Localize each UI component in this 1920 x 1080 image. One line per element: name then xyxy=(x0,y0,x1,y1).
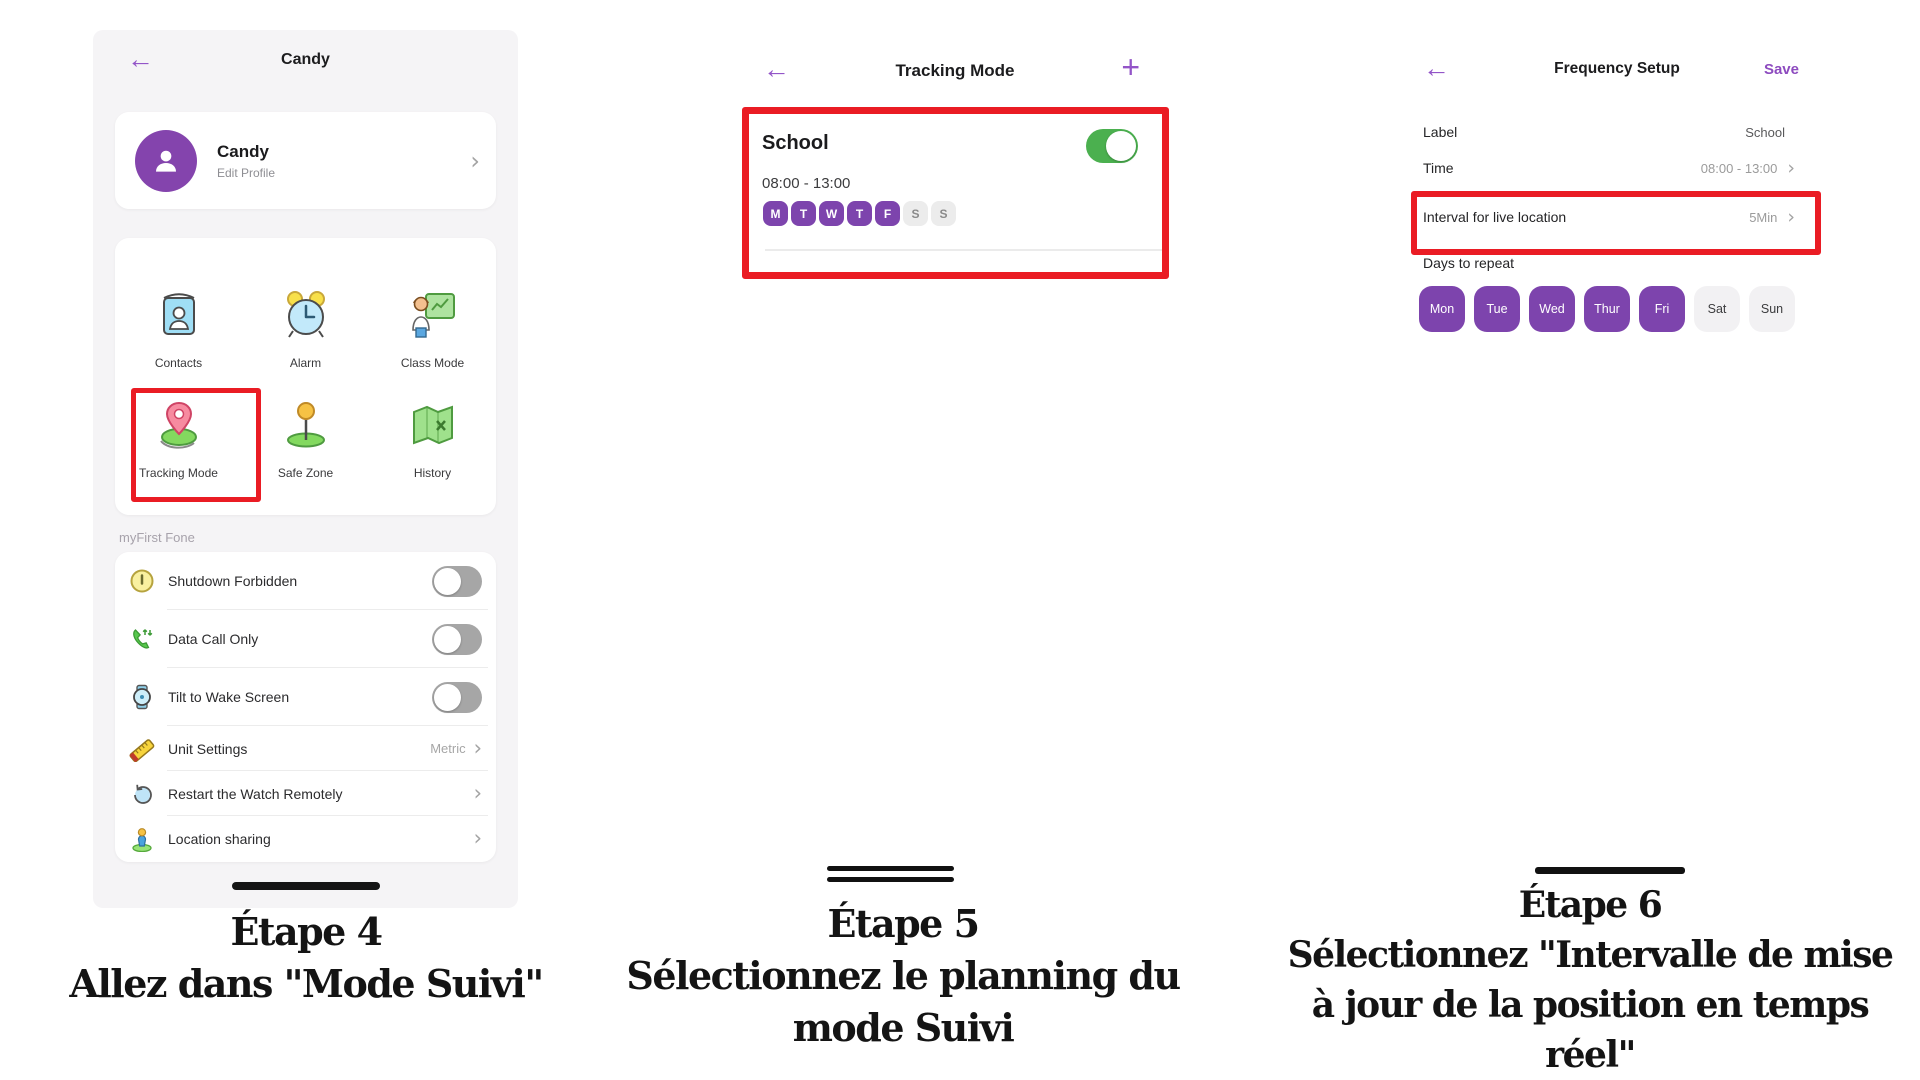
chevron-right-icon: › xyxy=(473,781,482,805)
shutdown-icon xyxy=(129,568,155,594)
page-title: Candy xyxy=(281,51,330,68)
day-chip[interactable]: S xyxy=(931,201,956,226)
back-arrow-icon[interactable]: ← xyxy=(763,54,790,84)
save-button[interactable]: Save xyxy=(1763,61,1799,78)
row-shutdown-forbidden[interactable] xyxy=(115,552,496,610)
chevron-right-icon: › xyxy=(1787,156,1795,179)
row-interval-live-location[interactable] xyxy=(1423,202,1795,232)
row-unit-settings[interactable] xyxy=(115,726,496,771)
section-label: myFirst Fone xyxy=(119,530,195,545)
grid-item-safe-zone[interactable] xyxy=(242,396,369,480)
schedule-time: 08:00 - 13:00 xyxy=(762,175,851,192)
caption-divider-line xyxy=(827,877,954,882)
grid-item-history[interactable] xyxy=(369,396,496,480)
row-label: Tilt to Wake Screen xyxy=(168,689,290,705)
caption-step5 xyxy=(626,898,1179,1054)
caption-step5-text: Sélectionnez le planning du xyxy=(626,953,1180,998)
caption-step6-title: Étape 6 xyxy=(1518,884,1662,926)
row-location-sharing[interactable] xyxy=(115,816,496,861)
day-chip[interactable]: Wed xyxy=(1529,286,1575,332)
caption-step6-text: réel" xyxy=(1545,1034,1635,1076)
day-chip[interactable]: Fri xyxy=(1639,286,1685,332)
day-chip[interactable]: M xyxy=(763,201,788,226)
profile-card[interactable] xyxy=(115,112,496,209)
day-chip[interactable]: T xyxy=(791,201,816,226)
day-chip[interactable]: T xyxy=(847,201,872,226)
day-chip[interactable]: Tue xyxy=(1474,286,1520,332)
field-value: 5Min xyxy=(1749,209,1778,225)
caption-divider-line xyxy=(827,866,954,871)
row-label[interactable] xyxy=(1423,117,1795,147)
avatar xyxy=(135,130,197,192)
screenshot-tracking-mode xyxy=(742,49,1168,892)
caption-step5-text: mode Suivi xyxy=(792,1005,1014,1050)
chevron-right-icon: › xyxy=(470,146,480,175)
row-time[interactable] xyxy=(1423,153,1795,183)
edit-profile-label: Edit Profile xyxy=(217,165,276,180)
grid-item-label: Safe Zone xyxy=(277,466,334,480)
grid-item-label: History xyxy=(413,466,452,480)
profile-info xyxy=(217,142,275,180)
schedule-days xyxy=(763,201,956,226)
row-data-call-only[interactable] xyxy=(115,610,496,668)
caption-step6-text: à jour de la position en temps xyxy=(1311,984,1869,1026)
row-label: Data Call Only xyxy=(168,631,259,647)
location-sharing-icon xyxy=(129,826,155,852)
caption-divider-line xyxy=(1535,867,1685,874)
grid-item-label: Class Mode xyxy=(400,356,465,370)
row-label: Unit Settings xyxy=(168,740,248,757)
chevron-right-icon: › xyxy=(1787,205,1795,228)
divider xyxy=(765,249,1163,251)
day-chip[interactable]: Mon xyxy=(1419,286,1465,332)
page-title: Frequency Setup xyxy=(1554,60,1680,77)
screenshot-candy-settings xyxy=(93,30,518,908)
row-label: Shutdown Forbidden xyxy=(168,573,298,589)
data-call-icon xyxy=(129,626,155,652)
back-arrow-icon[interactable]: ← xyxy=(1423,53,1450,83)
day-chip[interactable]: Thur xyxy=(1584,286,1630,332)
feature-grid-card xyxy=(115,238,496,515)
grid-item-label: Tracking Mode xyxy=(139,466,218,480)
day-chip[interactable]: S xyxy=(903,201,928,226)
add-icon[interactable]: + xyxy=(1121,49,1140,85)
toggle-schedule-enabled[interactable] xyxy=(1086,129,1138,163)
toggle-shutdown-forbidden[interactable] xyxy=(432,566,482,597)
profile-name: Candy xyxy=(217,141,269,161)
day-chip[interactable]: W xyxy=(819,201,844,226)
toggle-tilt-to-wake[interactable] xyxy=(432,682,482,713)
day-chip[interactable]: Sat xyxy=(1694,286,1740,332)
row-restart-watch[interactable] xyxy=(115,771,496,816)
safe-zone-icon xyxy=(277,396,335,459)
row-label: Restart the Watch Remotely xyxy=(168,785,343,802)
grid-item-label: Alarm xyxy=(289,356,322,370)
chevron-right-icon: › xyxy=(473,826,482,850)
days-to-repeat xyxy=(1419,286,1795,332)
grid-item-label: Contacts xyxy=(154,356,203,370)
day-chip[interactable]: Sun xyxy=(1749,286,1795,332)
restart-icon xyxy=(129,781,155,807)
grid-item-class-mode[interactable] xyxy=(369,286,496,370)
settings-card xyxy=(115,552,496,862)
caption-step4-title: Étape 4 xyxy=(230,909,382,954)
row-tilt-to-wake[interactable] xyxy=(115,668,496,726)
grid-item-alarm[interactable] xyxy=(242,286,369,370)
field-label: Label xyxy=(1423,124,1458,140)
field-value: School xyxy=(1745,124,1785,140)
row-label: Location sharing xyxy=(168,830,271,847)
field-label: Interval for live location xyxy=(1423,209,1567,225)
field-label: Time xyxy=(1423,160,1454,176)
contacts-icon xyxy=(150,286,208,349)
day-chip[interactable]: F xyxy=(875,201,900,226)
caption-step4 xyxy=(69,906,542,1010)
home-indicator xyxy=(232,882,380,890)
screenshot-frequency-setup xyxy=(1411,52,1823,892)
tilt-wake-icon xyxy=(129,684,155,710)
grid-item-tracking-mode[interactable] xyxy=(115,396,242,480)
back-arrow-icon[interactable]: ← xyxy=(127,44,154,74)
caption-step6-text: Sélectionnez "Intervalle de mise xyxy=(1287,934,1893,976)
page-title: Tracking Mode xyxy=(895,61,1015,80)
alarm-icon xyxy=(277,286,335,349)
ruler-icon xyxy=(129,736,155,762)
grid-item-contacts[interactable] xyxy=(115,286,242,370)
chevron-right-icon: › xyxy=(473,736,482,760)
caption-step6 xyxy=(1288,880,1893,1080)
caption-step4-text: Allez dans "Mode Suivi" xyxy=(69,961,543,1006)
toggle-data-call-only[interactable] xyxy=(432,624,482,655)
tracking-mode-icon xyxy=(150,396,208,459)
class-mode-icon xyxy=(404,286,462,349)
row-value: Metric xyxy=(430,741,466,756)
field-value: 08:00 - 13:00 xyxy=(1700,160,1778,176)
days-to-repeat-label: Days to repeat xyxy=(1423,255,1515,271)
history-icon xyxy=(404,396,462,459)
caption-step5-title: Étape 5 xyxy=(827,901,979,946)
schedule-name: School xyxy=(762,132,829,154)
